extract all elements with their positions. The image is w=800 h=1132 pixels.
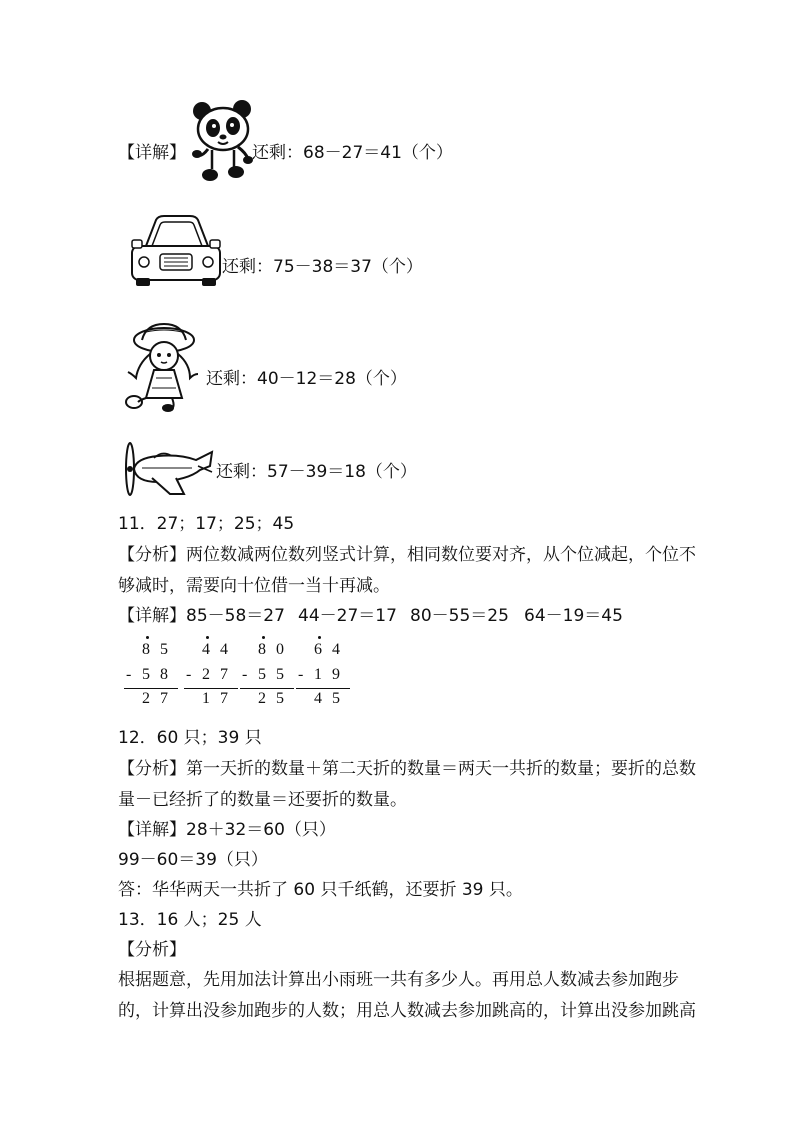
digit: 5 [276,690,284,707]
digit: 5 [276,666,284,683]
digit: 1 [202,690,210,707]
q12-reply: 答：华华两天一共折了 60 只千纸鹤，还要折 39 只。 [118,880,523,900]
q12-detail-line-2: 99－60＝39（只） [118,850,268,870]
minus-sign: - [298,666,304,683]
digit: 8 [258,641,266,658]
q13-text-line-2: 的，计算出没参加跑步的人数；用总人数减去参加跳高的，计算出没参加跳高 [118,1001,696,1021]
minus-sign: - [186,666,192,683]
vertical-calc-3 [240,636,304,708]
remaining-line-1: 还剩：68－27＝41（个） [252,143,453,163]
minus-sign: - [242,666,248,683]
q12-detail-line-1: 【详解】28＋32＝60（只） [118,820,336,840]
digit: 9 [332,666,340,683]
q12-answer: 12．60 只；39 只 [118,728,262,748]
digit: 6 [314,641,322,658]
digit: 5 [258,666,266,683]
digit: 2 [202,666,210,683]
airplane-icon [118,440,216,498]
digit: 5 [332,690,340,707]
q11-analysis-line-2: 够减时，需要向十位借一当十再减。 [118,576,390,596]
digit: 4 [202,641,210,658]
q11-detail-label: 【详解】 [118,606,186,626]
result-line [240,688,294,689]
result-line [184,688,238,689]
result-line [124,688,178,689]
q13-text-line-1: 根据题意，先用加法计算出小雨班一共有多少人。再用总人数减去参加跑步 [118,970,679,990]
q12-analysis-line-1: 【分析】第一天折的数量＋第二天折的数量＝两天一共折的数量；要折的总数 [118,759,696,779]
digit: 4 [220,641,228,658]
digit: 7 [220,690,228,707]
minus-sign: - [126,666,132,683]
q11-answer: 11．27；17；25；45 [118,514,295,534]
q12-analysis-line-2: 量－已经折了的数量＝还要折的数量。 [118,790,407,810]
doll-icon [122,322,206,414]
remaining-line-2: 还剩：75－38＝37（个） [222,257,423,277]
detail-label: 【详解】 [118,143,186,163]
q13-analysis-label: 【分析】 [118,940,186,960]
digit: 2 [142,690,150,707]
result-line [296,688,350,689]
digit: 0 [276,641,284,658]
car-icon [128,212,224,290]
digit: 1 [314,666,322,683]
digit: 5 [160,641,168,658]
digit: 4 [314,690,322,707]
digit: 4 [332,641,340,658]
q11-equation-2: 44－27＝17 [298,606,397,626]
remaining-line-4: 还剩：57－39＝18（个） [216,462,417,482]
digit: 5 [142,666,150,683]
digit: 2 [258,690,266,707]
panda-icon [190,97,256,183]
q11-analysis-line-1: 【分析】两位数减两位数列竖式计算，相同数位要对齐，从个位减起，个位不 [118,545,696,565]
vertical-calc-4 [296,636,360,708]
digit: 7 [160,690,168,707]
q11-equation-1: 85－58＝27 [186,606,285,626]
digit: 8 [142,641,150,658]
q13-answer: 13．16 人；25 人 [118,910,262,930]
q11-equation-4: 64－19＝45 [524,606,623,626]
vertical-calc-2 [184,636,248,708]
q11-equation-3: 80－55＝25 [410,606,509,626]
remaining-line-3: 还剩：40－12＝28（个） [206,369,407,389]
vertical-calc-1 [124,636,188,708]
digit: 8 [160,666,168,683]
digit: 7 [220,666,228,683]
